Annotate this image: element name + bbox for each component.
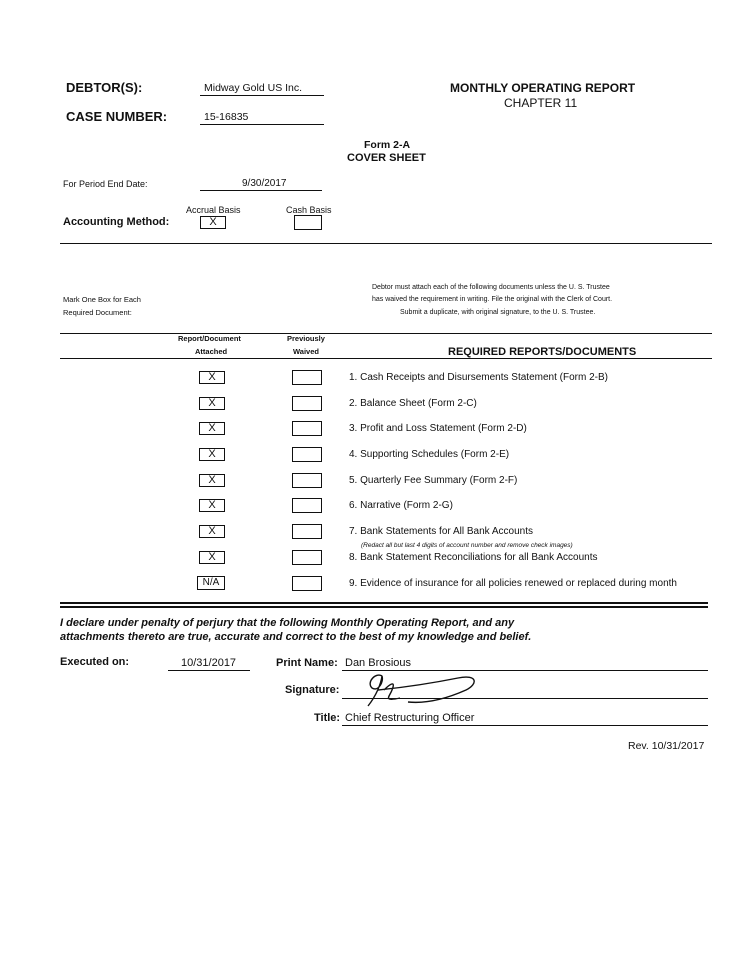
section-divider: [60, 243, 712, 244]
executed-on-value: 10/31/2017: [181, 657, 237, 669]
col-waived-header-1: Previously: [287, 334, 325, 343]
waived-checkbox[interactable]: [292, 498, 322, 513]
instructions-line-3: Submit a duplicate, with original signature, to the U. S. Trustee.: [400, 309, 596, 316]
title-value: Chief Restructuring Officer: [345, 712, 475, 724]
waived-checkbox[interactable]: [292, 447, 322, 462]
col-waived-header-2: Waived: [293, 347, 319, 356]
waived-checkbox[interactable]: [292, 550, 322, 565]
waived-checkbox[interactable]: [292, 576, 322, 591]
document-label: 1. Cash Receipts and Disursements Statement (Form 2-B): [349, 372, 608, 383]
title-underline: [342, 725, 708, 726]
document-label: 3. Profit and Loss Statement (Form 2-D): [349, 423, 527, 434]
title-label: Title:: [314, 712, 341, 724]
declaration-line-2: attachments thereto are true, accurate and correct to the best of my knowledge and belief.: [60, 631, 532, 643]
col-attached-header-1: Report/Document: [178, 334, 241, 343]
document-label: 4. Supporting Schedules (Form 2-E): [349, 449, 510, 460]
form-number: Form 2-A: [364, 139, 411, 151]
period-value: 9/30/2017: [242, 178, 287, 189]
document-note: (Redact all but last 4 digits of account number and remove check images): [361, 542, 573, 549]
waived-checkbox[interactable]: [292, 524, 322, 539]
waived-checkbox[interactable]: [292, 396, 322, 411]
accrual-basis-checkbox[interactable]: X: [200, 216, 226, 229]
executed-on-underline: [168, 670, 250, 671]
document-label: 5. Quarterly Fee Summary (Form 2-F): [349, 475, 518, 486]
waived-checkbox[interactable]: [292, 421, 322, 436]
declaration-line-1: I declare under penalty of perjury that the following Monthly Operating Report, and any: [60, 617, 515, 629]
period-label: For Period End Date:: [63, 179, 148, 189]
document-label: 9. Evidence of insurance for all policies renewed or replaced during month: [349, 578, 677, 589]
attached-checkbox[interactable]: X: [199, 448, 225, 461]
waived-checkbox[interactable]: [292, 473, 322, 488]
waived-checkbox[interactable]: [292, 370, 322, 385]
attached-checkbox[interactable]: X: [199, 551, 225, 564]
chapter-label: CHAPTER 11: [504, 96, 578, 110]
print-name-value: Dan Brosious: [345, 657, 412, 669]
debtor-underline: [200, 95, 324, 96]
attached-checkbox[interactable]: N/A: [197, 576, 225, 590]
instructions-line-1: Debtor must attach each of the following documents unless the U. S. Trustee: [372, 284, 610, 291]
col-attached-header-2: Attached: [195, 347, 228, 356]
accounting-method-label: Accounting Method:: [63, 216, 170, 228]
signature-label: Signature:: [285, 684, 340, 696]
table-header-rule: [60, 358, 712, 359]
debtor-value: Midway Gold US Inc.: [204, 82, 303, 94]
attached-checkbox[interactable]: X: [199, 499, 225, 512]
revision-label: Rev. 10/31/2017: [628, 740, 705, 752]
debtor-label: DEBTOR(S):: [66, 80, 143, 95]
table-top-rule: [60, 333, 712, 334]
mark-one-box-line-1: Mark One Box for Each: [63, 295, 141, 304]
document-label: 2. Balance Sheet (Form 2-C): [349, 398, 477, 409]
document-label: 7. Bank Statements for All Bank Accounts: [349, 526, 533, 537]
cash-basis-checkbox[interactable]: [294, 215, 322, 230]
attached-checkbox[interactable]: X: [199, 422, 225, 435]
document-label: 6. Narrative (Form 2-G): [349, 500, 453, 511]
double-rule-top: [60, 602, 708, 604]
signature-image: [348, 664, 488, 714]
signature-underline: [342, 698, 708, 699]
case-number-value: 15-16835: [204, 111, 249, 123]
instructions-line-2: has waived the requirement in writing. File the original with the Clerk of Court.: [372, 296, 613, 303]
double-rule-bottom: [60, 606, 708, 608]
executed-on-label: Executed on:: [60, 656, 130, 668]
mark-one-box-line-2: Required Document:: [63, 308, 132, 317]
period-underline: [200, 190, 322, 191]
attached-checkbox[interactable]: X: [199, 397, 225, 410]
report-title: MONTHLY OPERATING REPORT: [450, 81, 636, 95]
accrual-basis-label: Accrual Basis: [186, 205, 241, 215]
attached-checkbox[interactable]: X: [199, 371, 225, 384]
form-title: COVER SHEET: [347, 152, 426, 164]
case-number-label: CASE NUMBER:: [66, 109, 168, 124]
attached-checkbox[interactable]: X: [199, 474, 225, 487]
case-number-underline: [200, 124, 324, 125]
attached-checkbox[interactable]: X: [199, 525, 225, 538]
cash-basis-label: Cash Basis: [286, 205, 332, 215]
col-documents-header: REQUIRED REPORTS/DOCUMENTS: [448, 346, 637, 358]
document-label: 8. Bank Statement Reconciliations for all Bank Accounts: [349, 552, 598, 563]
print-name-label: Print Name:: [276, 657, 338, 669]
